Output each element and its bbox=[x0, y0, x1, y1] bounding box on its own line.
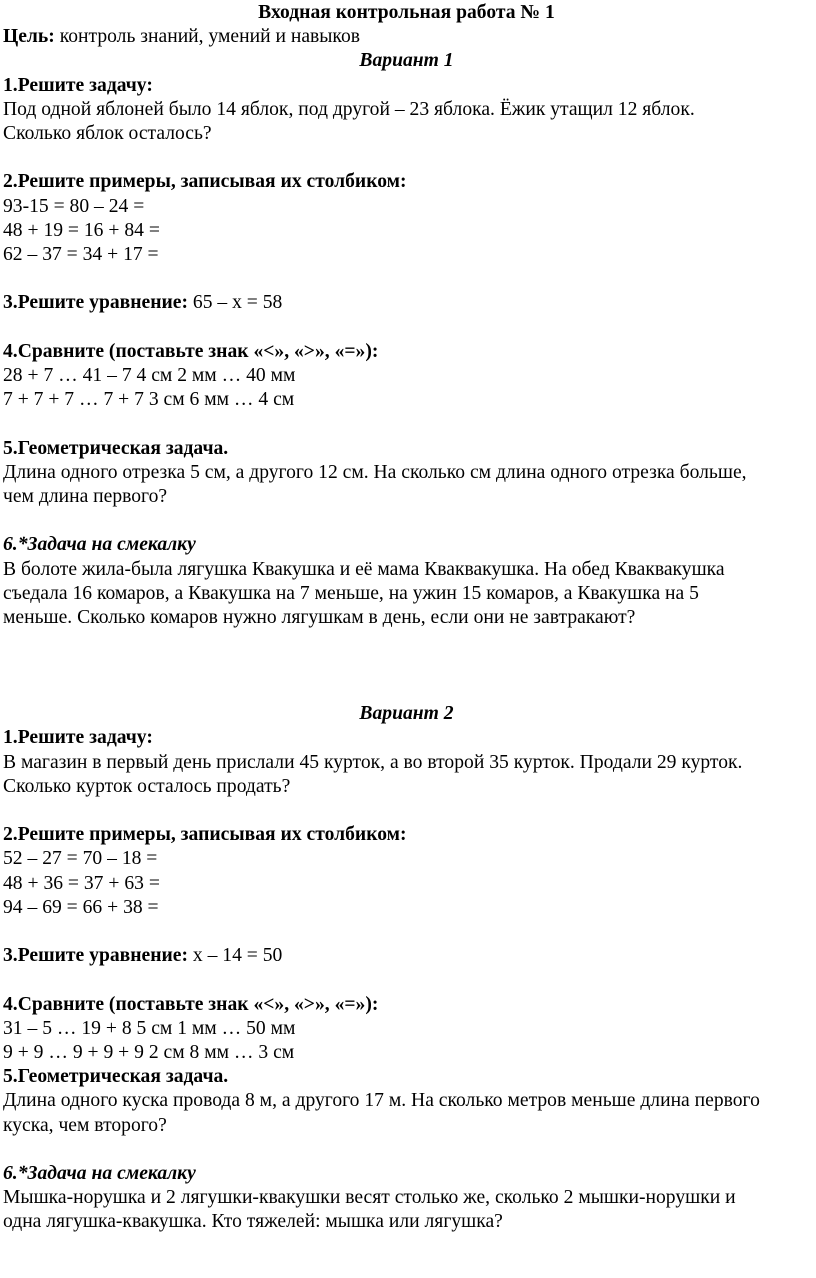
spacer bbox=[3, 267, 810, 291]
v2-task5-title: 5.Геометрическая задача. bbox=[3, 1066, 229, 1088]
v2-task4-title: 4.Сравните (поставьте знак «<», «>», «=»): bbox=[3, 993, 379, 1015]
spacer bbox=[3, 968, 810, 992]
document-title: Входная контрольная работа № 1 bbox=[258, 2, 555, 23]
v2-task3-label: 3.Решите уравнение: bbox=[3, 945, 189, 967]
goal-text: контроль знаний, умений и навыков bbox=[54, 26, 361, 48]
v2-task2-row: 94 – 69 = 66 + 38 = bbox=[3, 896, 159, 918]
variant1-heading: Вариант 1 bbox=[359, 50, 454, 72]
v1-task1-line1: Под одной яблоней было 14 яблок, под другой – 23 яблока. Ёжик утащил 12 яблок. bbox=[3, 98, 695, 120]
spacer bbox=[3, 799, 810, 823]
spacer bbox=[3, 146, 810, 170]
v2-task1-line1: В магазин в первый день прислали 45 курток, а во второй 35 курток. Продали 29 курток. bbox=[3, 751, 743, 773]
spacer bbox=[3, 1138, 810, 1162]
v2-task1-title: 1.Решите задачу: bbox=[3, 727, 153, 749]
v1-task4-title: 4.Сравните (поставьте знак «<», «>», «=»): bbox=[3, 340, 379, 362]
v2-task5-line2: куска, чем второго? bbox=[3, 1114, 167, 1136]
v1-task5-line2: чем длина первого? bbox=[3, 486, 168, 507]
v2-task3 bbox=[3, 944, 810, 968]
v2-task2-row: 52 – 27 = 70 – 18 = bbox=[3, 848, 158, 870]
v1-task3-equation: 65 – х = 58 bbox=[188, 292, 283, 314]
v1-task6-title: 6.*Задача на смекалку bbox=[3, 534, 196, 556]
spacer bbox=[3, 509, 810, 533]
v1-task3-label: 3.Решите уравнение: bbox=[3, 292, 189, 314]
v1-task1-line2: Сколько яблок осталось? bbox=[3, 123, 212, 145]
spacer bbox=[3, 412, 810, 436]
v1-task2-row: 62 – 37 = 34 + 17 = bbox=[3, 244, 159, 266]
v1-task6-line3: меньше. Сколько комаров нужно лягушкам в день, если они не завтракают? bbox=[3, 607, 636, 628]
v2-task6-line2: одна лягушка-квакушка. Кто тяжелей: мышка или лягушка? bbox=[3, 1211, 503, 1233]
v2-task3-equation: х – 14 = 50 bbox=[188, 945, 283, 967]
v1-task4-row: 7 + 7 + 7 … 7 + 7 3 см 6 мм … 4 см bbox=[3, 389, 295, 411]
v2-task1-line2: Сколько курток осталось продать? bbox=[3, 775, 291, 797]
v1-task6-line2: съедала 16 комаров, а Квакушка на 7 меньше, на ужин 15 комаров, а Квакушка на 5 bbox=[3, 582, 699, 604]
v2-task4-row: 31 – 5 … 19 + 8 5 см 1 мм … 50 мм bbox=[3, 1017, 296, 1039]
v2-task6-line1: Мышка-норушка и 2 лягушки-квакушки весят столько же, сколько 2 мышки-норушки и bbox=[3, 1187, 736, 1209]
v2-task2-row: 48 + 36 = 37 + 63 = bbox=[3, 872, 160, 894]
v2-task2-title: 2.Решите примеры, записывая их столбиком: bbox=[3, 824, 407, 846]
v1-task2-title: 2.Решите примеры, записывая их столбиком: bbox=[3, 171, 407, 193]
spacer bbox=[3, 920, 810, 944]
v1-task3 bbox=[3, 291, 810, 315]
v1-task5-line1: Длина одного отрезка 5 см, а другого 12 см. На сколько см длина одного отрезка больше, bbox=[3, 461, 747, 483]
variant2-heading: Вариант 2 bbox=[359, 703, 454, 725]
spacer bbox=[3, 630, 810, 702]
v1-task5-title: 5.Геометрическая задача. bbox=[3, 437, 229, 459]
v1-task4-row: 28 + 7 … 41 – 7 4 см 2 мм … 40 мм bbox=[3, 365, 296, 386]
v2-task6-title: 6.*Задача на смекалку bbox=[3, 1163, 196, 1184]
v1-task6-line1: В болоте жила-была лягушка Квакушка и её мама Кваквакушка. На обед Кваквакушка bbox=[3, 558, 725, 580]
v2-task5-line1: Длина одного куска провода 8 м, а другого 17 м. На сколько метров меньше длина первого bbox=[3, 1090, 760, 1112]
v2-task4-row: 9 + 9 … 9 + 9 + 9 2 см 8 мм … 3 см bbox=[3, 1042, 295, 1063]
v1-task2-row: 48 + 19 = 16 + 84 = bbox=[3, 219, 160, 241]
spacer bbox=[3, 316, 810, 340]
v1-task1-title: 1.Решите задачу: bbox=[3, 74, 153, 96]
v1-task2-row: 93-15 = 80 – 24 = bbox=[3, 195, 145, 217]
goal-line bbox=[3, 25, 810, 49]
goal-label: Цель: bbox=[3, 26, 55, 48]
